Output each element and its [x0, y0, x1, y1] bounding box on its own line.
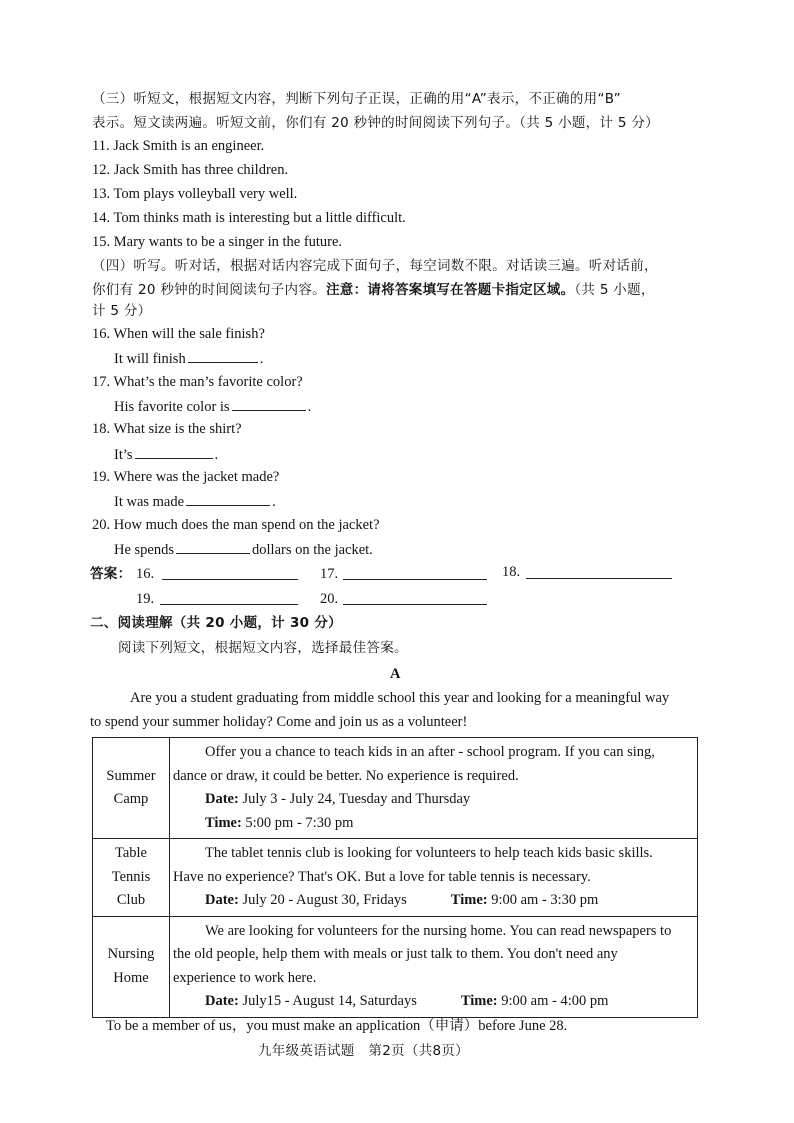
- volunteer-table: [92, 737, 698, 1018]
- row-desc-nursing-home: We are looking for volunteers for the nursing home. You can read newspapers to the old people, help them with meals or just talk to them. You don't need any experience to work here. Date: July15 - August 14, Saturdays Time: 9:00 am - 4:00 pm: [170, 916, 698, 1017]
- statement-14: 14. Tom thinks math is interesting but a little difficult.: [92, 210, 406, 226]
- answer-num-17: 17.: [320, 566, 339, 582]
- statement-11: 11. Jack Smith is an engineer.: [92, 138, 265, 154]
- blank-17[interactable]: [232, 396, 306, 411]
- reading-instruction: 阅读下列短文，根据短文内容，选择最佳答案。: [118, 640, 408, 656]
- blank-20[interactable]: [176, 539, 250, 554]
- answer-label: 答案：: [90, 566, 132, 582]
- section4-instruction-notice: 注意：请将答案填写在答题卡指定区域。: [325, 282, 575, 298]
- row-desc-table-tennis-club: The tablet tennis club is looking for volunteers to help teach kids basic skills. Have no experience? That's OK. But a love for table tennis is necessary. Date: July 20 - August 30, Fridays Time: 9:00 am - 3:30 pm: [170, 839, 698, 917]
- answer-blank-20[interactable]: [343, 604, 487, 605]
- row-label-table-tennis-club: Table Tennis Club: [93, 839, 170, 917]
- blank-16[interactable]: [188, 348, 258, 363]
- question-20: 20. How much does the man spend on the jacket?: [92, 517, 380, 533]
- answer-blank-17[interactable]: [343, 579, 487, 580]
- answer-num-20: 20.: [320, 591, 339, 607]
- answer-blank-18[interactable]: [526, 578, 672, 579]
- section3-instruction-line1: （三）听短文，根据短文内容，判断下列句子正误，正确的用“A”表示，不正确的用“B”: [92, 91, 621, 107]
- row-desc-summer-camp: Offer you a chance to teach kids in an after - school program. If you can sing, dance or draw, it could be better. No experience is required. Date: July 3 - July 24, Tuesday and Thursday Time: 5:00 pm - 7:30 pm: [170, 738, 698, 839]
- section4-instruction-line1: （四）听写。听对话，根据对话内容完成下面句子，每空词数不限。对话读三遍。听对话前，: [92, 258, 658, 274]
- answer-line-16: It will finish .: [114, 348, 263, 368]
- answer-blank-16[interactable]: [162, 579, 298, 580]
- answer-line-17: His favorite color is .: [114, 396, 311, 416]
- answer-line-18: It’s .: [114, 444, 218, 464]
- blank-18[interactable]: [135, 444, 213, 459]
- reading-heading: 二、阅读理解（共 20 小题，计 30 分）: [90, 615, 342, 631]
- passage-letter: A: [390, 666, 401, 682]
- passage-intro-line2: to spend your summer holiday? Come and join us as a volunteer!: [90, 714, 468, 730]
- table-row: [93, 738, 698, 839]
- page-footer: 九年级英语试题 第2页（共8页）: [258, 1043, 469, 1059]
- section4-instruction-line2: [92, 281, 655, 299]
- answer-line-20: He spends dollars on the jacket.: [114, 539, 373, 559]
- section4-instruction-tail: （共 5 小题，: [574, 282, 655, 298]
- statement-12: 12. Jack Smith has three children.: [92, 162, 289, 178]
- answer-line-19: It was made .: [114, 491, 276, 511]
- answer-num-16: 16.: [136, 566, 155, 582]
- question-16: 16. When will the sale finish?: [92, 326, 265, 342]
- passage-intro-line1: Are you a student graduating from middle school this year and looking for a meaningful way: [130, 690, 670, 706]
- answer-num-19: 19.: [136, 591, 155, 607]
- question-19: 19. Where was the jacket made?: [92, 469, 280, 485]
- question-18: 18. What size is the shirt?: [92, 421, 242, 437]
- section4-instruction-line3: 计 5 分）: [92, 303, 152, 319]
- answer-blank-19[interactable]: [160, 604, 298, 605]
- section4-instruction-plain: 你们有 20 秒钟的时间阅读句子内容。: [92, 282, 326, 298]
- row-label-summer-camp: Summer Camp: [93, 738, 170, 839]
- table-row: [93, 839, 698, 917]
- answer-num-18: 18.: [502, 564, 521, 580]
- section3-instruction-line2: 表示。短文读两遍。听短文前，你们有 20 秒钟的时间阅读下列句子。（共 5 小题，计 5 分）: [92, 115, 659, 131]
- row-label-nursing-home: Nursing Home: [93, 916, 170, 1017]
- blank-19[interactable]: [186, 491, 270, 506]
- statement-15: 15. Mary wants to be a singer in the future.: [92, 234, 343, 250]
- membership-note: To be a member of us，you must make an application（申请）before June 28.: [106, 1018, 568, 1034]
- table-row: [93, 916, 698, 1017]
- statement-13: 13. Tom plays volleyball very well.: [92, 186, 298, 202]
- question-17: 17. What’s the man’s favorite color?: [92, 374, 303, 390]
